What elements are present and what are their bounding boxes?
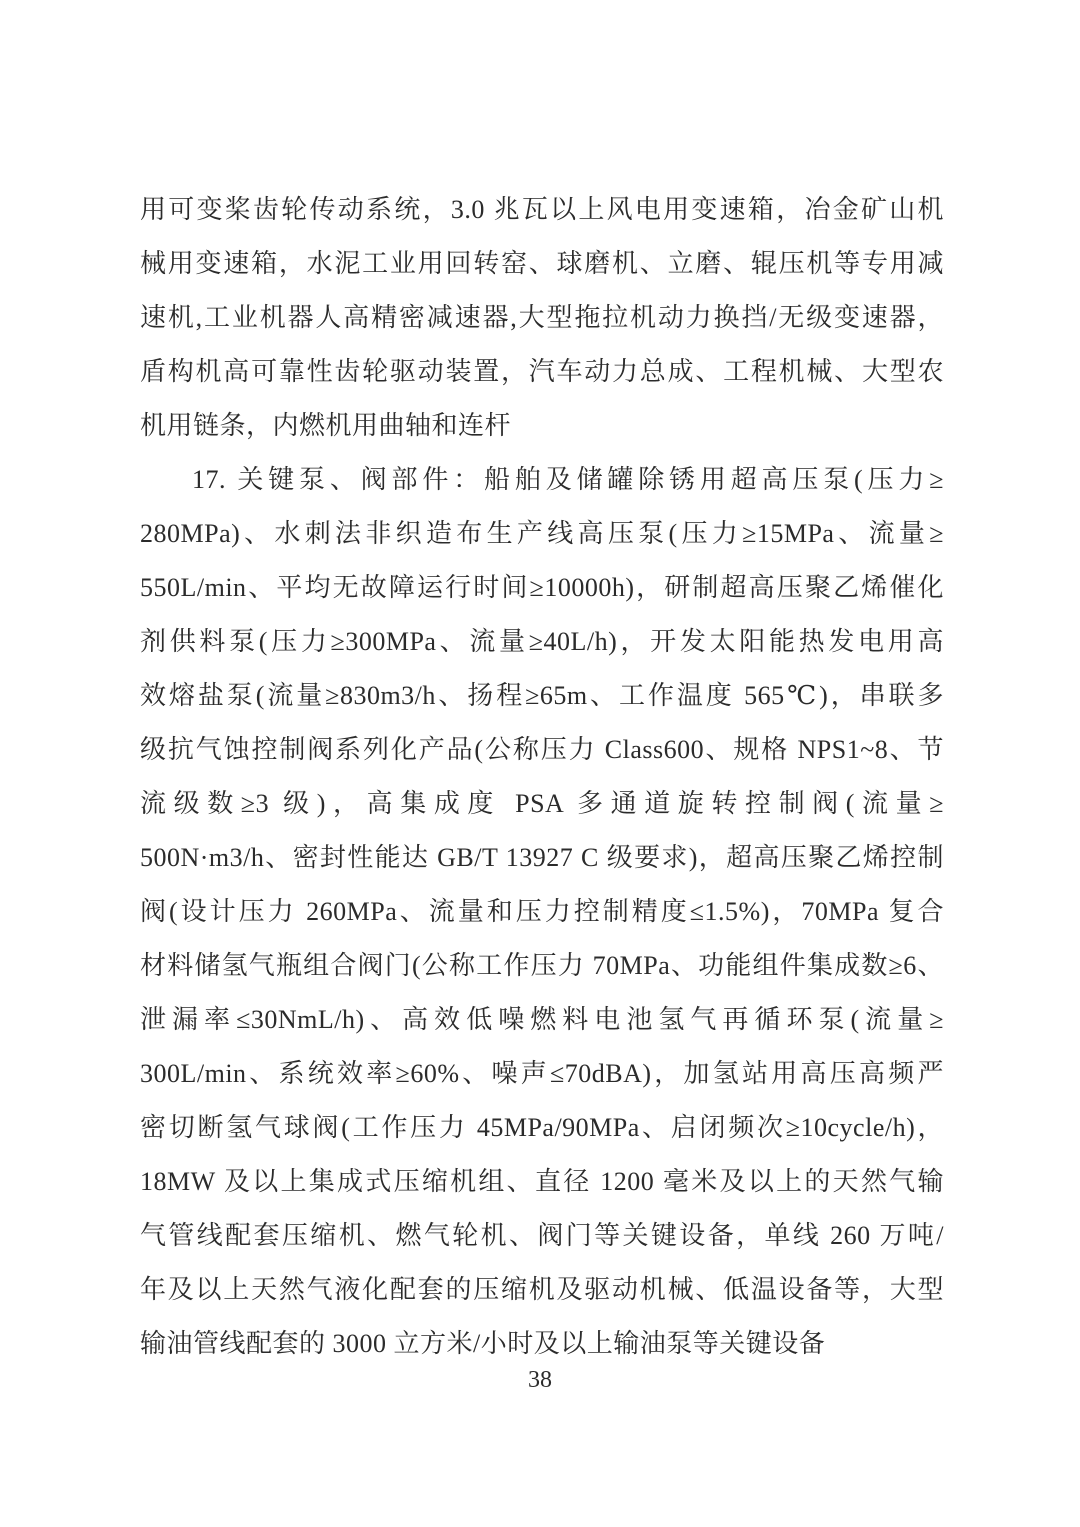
page-number: 38	[528, 1367, 552, 1393]
body-text	[140, 183, 944, 1371]
text-line: 18MW 及以上集成式压缩机组、直径 1200 毫米及以上的天然气输	[140, 1167, 944, 1196]
text-line: 级抗气蚀控制阀系列化产品(公称压力 Class600、规格 NPS1~8、节	[140, 735, 944, 764]
text-line: 剂供料泵(压力≥300MPa、流量≥40L/h)，开发太阳能热发电用高	[140, 627, 944, 656]
text-line: 用可变桨齿轮传动系统，3.0 兆瓦以上风电用变速箱，冶金矿山机	[140, 195, 944, 224]
text-line: 阀(设计压力 260MPa、流量和压力控制精度≤1.5%)，70MPa 复合	[140, 897, 944, 926]
text-line: 械用变速箱，水泥工业用回转窑、球磨机、立磨、辊压机等专用减	[140, 249, 944, 278]
paragraph-17-key-pumps-valves	[140, 453, 944, 1371]
text-line: 输油管线配套的 3000 立方米/小时及以上输油泵等关键设备	[140, 1329, 826, 1358]
text-line: 280MPa)、水刺法非织造布生产线高压泵(压力≥15MPa、流量≥	[140, 519, 944, 548]
text-line: 机用链条，内燃机用曲轴和连杆	[140, 411, 512, 440]
text-line: 泄漏率≤30NmL/h)、高效低噪燃料电池氢气再循环泵(流量≥	[140, 1005, 944, 1034]
text-line: 550L/min、平均无故障运行时间≥10000h)，研制超高压聚乙烯催化	[140, 573, 944, 602]
paragraph-gear-transmission-continuation	[140, 183, 944, 453]
text-line: 流级数≥3 级)，高集成度 PSA 多通道旋转控制阀(流量≥	[140, 789, 944, 818]
text-line: 300L/min、系统效率≥60%、噪声≤70dBA)，加氢站用高压高频严	[140, 1059, 944, 1088]
text-line: 气管线配套压缩机、燃气轮机、阀门等关键设备，单线 260 万吨/	[140, 1221, 944, 1250]
text-line: 效熔盐泵(流量≥830m3/h、扬程≥65m、工作温度 565℃)，串联多	[140, 681, 944, 710]
text-line: 材料储氢气瓶组合阀门(公称工作压力 70MPa、功能组件集成数≥6、	[140, 951, 944, 980]
text-line: 500N·m3/h、密封性能达 GB/T 13927 C 级要求)，超高压聚乙烯控制	[140, 843, 944, 872]
text-line: 密切断氢气球阀(工作压力 45MPa/90MPa、启闭频次≥10cycle/h)，	[140, 1113, 944, 1142]
text-line: 盾构机高可靠性齿轮驱动装置，汽车动力总成、工程机械、大型农	[140, 357, 944, 386]
text-line: 17. 关键泵、阀部件：船舶及储罐除锈用超高压泵(压力≥	[192, 465, 944, 494]
text-line: 年及以上天然气液化配套的压缩机及驱动机械、低温设备等，大型	[140, 1275, 944, 1304]
text-line: 速机,工业机器人高精密减速器,大型拖拉机动力换挡/无级变速器，	[140, 303, 944, 332]
